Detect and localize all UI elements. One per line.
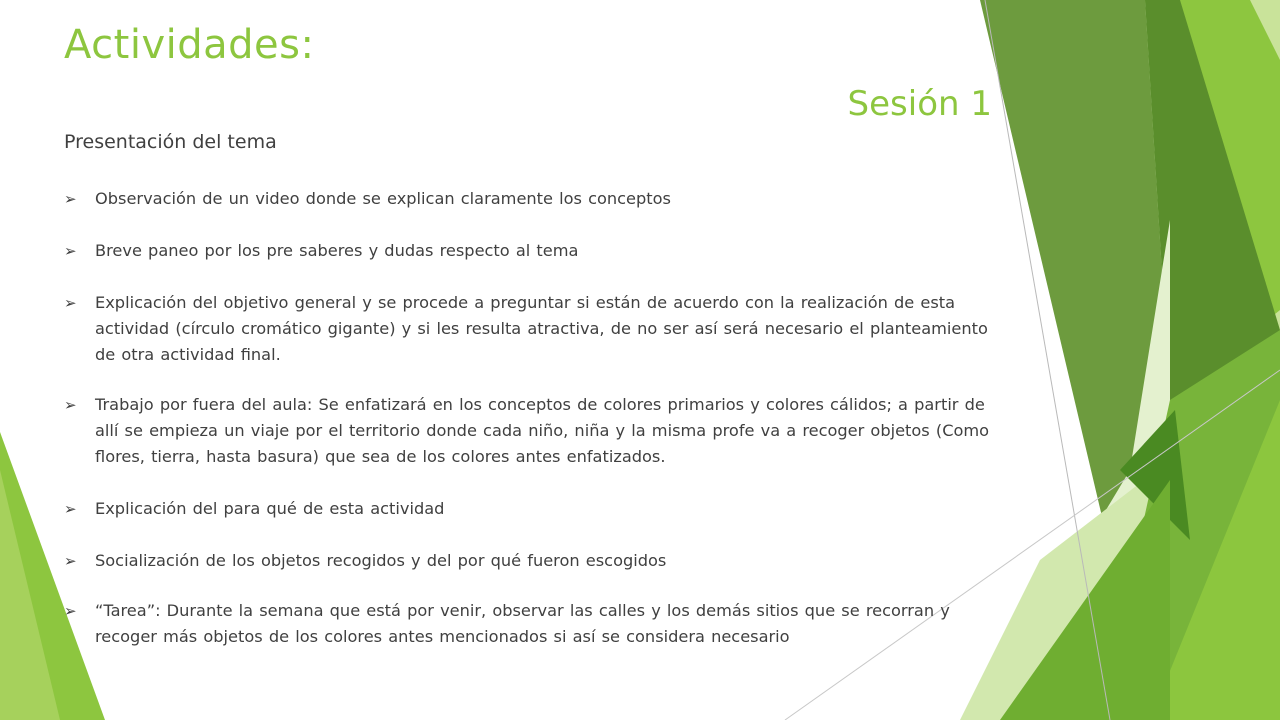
bullet-item [64, 290, 1004, 368]
bullet-item [64, 598, 1004, 650]
arrow-bullet-icon: ➢ [64, 500, 77, 518]
bullet-text: Explicación del para qué de esta actividad [95, 499, 445, 518]
bullet-item [64, 186, 1004, 212]
arrow-bullet-icon: ➢ [64, 396, 77, 414]
slide-subtitle: Presentación del tema [64, 131, 277, 153]
arrow-bullet-icon: ➢ [64, 602, 77, 620]
bullet-text: “Tarea”: Durante la semana que está por venir, observar las calles y los demás sitios que se recorran y recoger más objetos de los colores antes mencionados si así se considera necesario [95, 601, 950, 646]
bullet-text: Observación de un video donde se explican claramente los conceptos [95, 189, 671, 208]
slide-title: Actividades: [64, 22, 315, 68]
arrow-bullet-icon: ➢ [64, 552, 77, 570]
bullet-item [64, 392, 1004, 470]
bullet-item [64, 548, 1004, 574]
arrow-bullet-icon: ➢ [64, 294, 77, 312]
bullet-list [64, 186, 1004, 650]
bullet-text: Breve paneo por los pre saberes y dudas respecto al tema [95, 241, 579, 260]
bullet-text: Explicación del objetivo general y se procede a preguntar si están de acuerdo con la realización de esta actividad (círculo cromático gigante) y si les resulta atractiva, de no ser así será necesario el planteamiento de otra actividad final. [95, 293, 988, 364]
bullet-item [64, 496, 1004, 522]
arrow-bullet-icon: ➢ [64, 190, 77, 208]
bullet-text: Socialización de los objetos recogidos y del por qué fueron escogidos [95, 551, 667, 570]
bullet-item [64, 238, 1004, 264]
session-label: Sesión 1 [847, 84, 992, 124]
bullet-text: Trabajo por fuera del aula: Se enfatizará en los conceptos de colores primarios y colores cálidos; a partir de allí se empieza un viaje por el territorio donde cada niño, niña y la misma profe va a recoger objetos (Como flores, tierra, hasta basura) que sea de los colores antes enfatizados. [95, 395, 990, 466]
arrow-bullet-icon: ➢ [64, 242, 77, 260]
